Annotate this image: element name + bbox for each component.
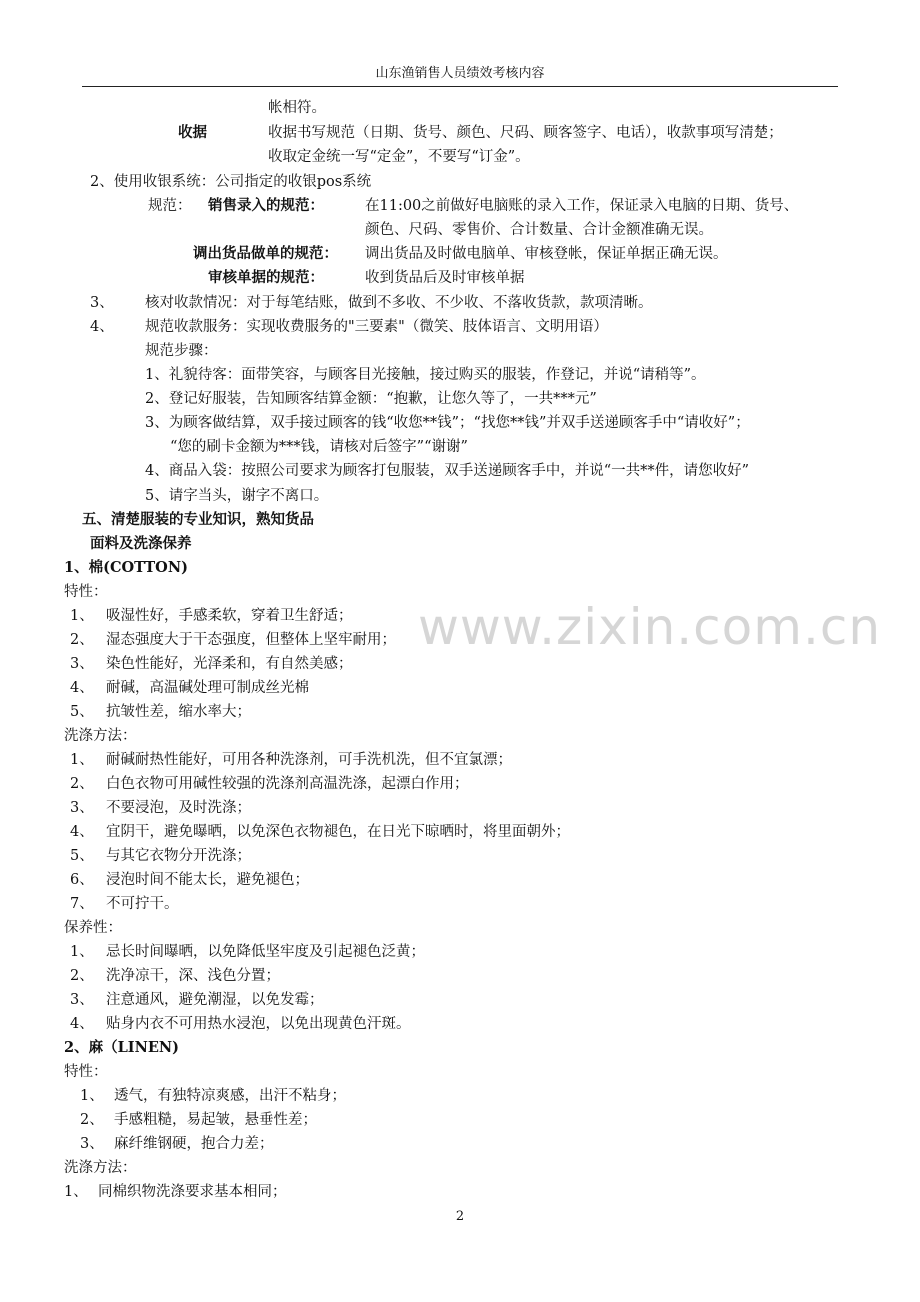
list-number: 2、 [80,1112,104,1128]
list-number: 1、 [70,752,94,768]
text-line: 收取定金统一写“定金”，不要写“订金”。 [268,149,530,165]
text-line: 2、使用收银系统：公司指定的收银pos系统 [90,174,372,190]
list-item: 吸湿性好，手感柔软，穿着卫生舒适； [106,608,353,624]
list-item: 不要浸泡，及时洗涤； [106,800,251,816]
list-number: 1、 [80,1088,104,1104]
page-header: 山东渔销售人员绩效考核内容 [375,66,545,81]
list-number: 3、 [70,800,94,816]
page-number: 2 [455,1209,465,1224]
list-number: 4、 [70,824,94,840]
text-line: 5、请字当头，谢字不离口。 [145,488,329,504]
section-label: 收据 [178,124,207,141]
list-number: 5、 [70,704,94,720]
text-line: 1、礼貌待客：面带笑容，与顾客目光接触，接过购买的服装，作登记，并说“请稍等”。 [145,367,706,383]
header-rule [82,86,838,87]
text-line: 规范： [148,198,192,214]
list-item: 与其它衣物分开洗涤； [106,848,251,864]
text-line: 3、为顾客做结算，双手接过顾客的钱“收您**钱”；“找您**钱”并双手送递顾客手中“请收好”； [145,415,750,431]
text-line: 4、商品入袋：按照公司要求为顾客打包服装，双手送递顾客手中，并说“一共**件，请您收好” [145,463,750,479]
text-line: 洗涤方法： [64,1160,137,1176]
list-number: 7、 [70,896,94,912]
watermark-text: www.zixin.com.cn [418,598,882,656]
list-number: 2、 [70,632,94,648]
list-number: 4、 [90,319,114,335]
section-label: 调出货品做单的规范： [193,245,338,262]
list-number: 3、 [70,656,94,672]
list-item: 耐碱耐热性能好，可用各种洗涤剂，可手洗机洗，但不宜氯漂； [106,752,512,768]
list-number: 5、 [70,848,94,864]
text-line: 收据书写规范（日期、货号、颜色、尺码、顾客签字、电话），收款事项写清楚； [268,125,783,141]
list-item: 宜阴干，避免曝晒，以免深色衣物褪色，在日光下晾晒时，将里面朝外； [106,824,570,840]
text-line: 在11:00之前做好电脑账的录入工作，保证录入电脑的日期、货号、 [365,198,799,214]
text-line: 特性： [64,584,108,600]
list-number: 1、 [70,608,94,624]
list-item: 染色性能好，光泽柔和，有自然美感； [106,656,353,672]
section-heading: 2、麻（LINEN) [64,1039,179,1056]
section-label: 审核单据的规范： [208,269,324,286]
text-line: 收到货品后及时审核单据 [365,270,525,286]
list-item: 耐碱，高温碱处理可制成丝光棉 [106,680,309,696]
text-line: 2、登记好服装，告知顾客结算金额：“抱歉，让您久等了，一共***元” [145,391,597,407]
text-line: 特性： [64,1064,108,1080]
list-item: 手感粗糙，易起皱，悬垂性差； [114,1112,317,1128]
text-line: 洗涤方法： [64,728,137,744]
list-item: 注意通风，避免潮湿，以免发霉； [106,992,324,1008]
list-number: 1、 [64,1184,88,1200]
list-item: 不可拧干。 [106,896,179,912]
list-item: 湿态强度大于干态强度，但整体上坚牢耐用； [106,632,396,648]
list-number: 3、 [80,1136,104,1152]
text-line: “您的刷卡金额为***钱，请核对后签字”“谢谢” [170,439,468,455]
text-line: 核对收款情况：对于每笔结账，做到不多收、不少收、不落收货款，款项清晰。 [145,295,653,311]
list-item: 洗净凉干，深、浅色分置； [106,968,280,984]
list-number: 1、 [70,944,94,960]
list-item: 浸泡时间不能太长，避免褪色； [106,872,309,888]
section-heading: 1、棉(COTTON) [64,559,188,576]
list-number: 2、 [70,776,94,792]
section-heading: 面料及洗涤保养 [90,535,192,552]
list-number: 3、 [90,295,114,311]
text-line: 调出货品及时做电脑单、审核登帐，保证单据正确无误。 [365,246,728,262]
text-line: 颜色、尺码、零售价、合计数量、合计金额准确无误。 [365,222,713,238]
list-number: 6、 [70,872,94,888]
list-number: 4、 [70,680,94,696]
text-line: 保养性： [64,920,122,936]
list-number: 4、 [70,1016,94,1032]
list-item: 贴身内衣不可用热水浸泡，以免出现黄色汗斑。 [106,1016,411,1032]
section-label: 销售录入的规范： [208,197,324,214]
list-number: 3、 [70,992,94,1008]
list-item: 透气，有独特凉爽感，出汗不粘身； [114,1088,346,1104]
list-number: 2、 [70,968,94,984]
list-item: 抗皱性差，缩水率大； [106,704,251,720]
text-line: 规范收款服务：实现收费服务的"三要素"（微笑、肢体语言、文明用语） [145,319,608,335]
text-line: 帐相符。 [268,100,326,116]
text-line: 规范步骤： [145,343,218,359]
list-item: 同棉织物洗涤要求基本相同； [98,1184,287,1200]
list-item: 忌长时间曝晒，以免降低坚牢度及引起褪色泛黄； [106,944,425,960]
list-item: 白色衣物可用碱性较强的洗涤剂高温洗涤，起漂白作用； [106,776,469,792]
list-item: 麻纤维钢硬，抱合力差； [114,1136,274,1152]
section-heading: 五、清楚服装的专业知识，熟知货品 [82,511,314,528]
